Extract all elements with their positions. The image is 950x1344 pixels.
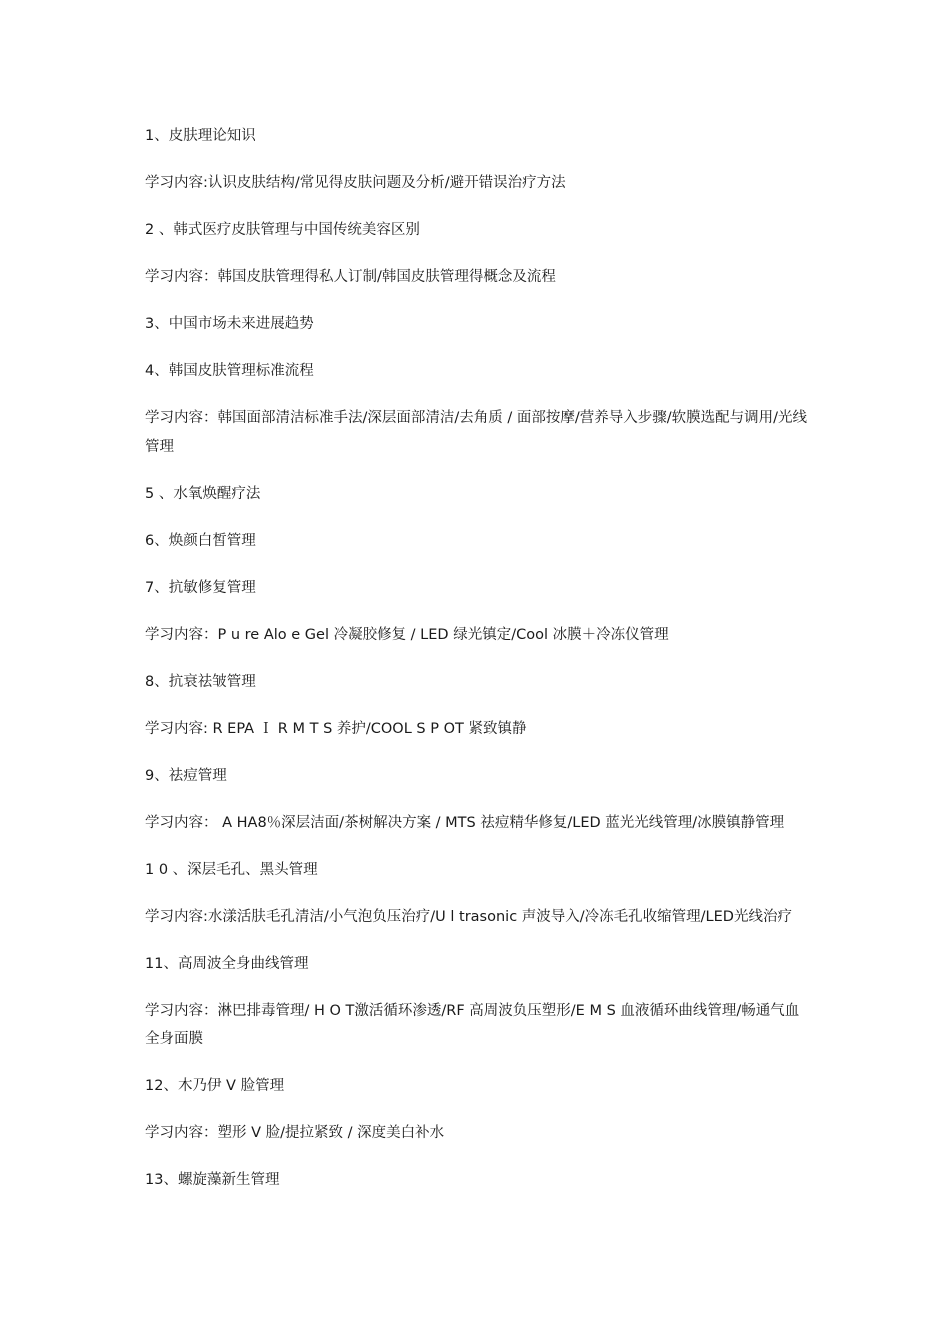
heading-spirulina: 13、螺旋藻新生管理: [145, 1172, 280, 1188]
heading-market-trend: 3、中国市场未来进展趋势: [145, 316, 314, 332]
heading-whitening: 6、焕颜白皙管理: [145, 532, 256, 549]
study-content-korean-vs-chinese: 学习内容：韩国皮肤管理得私人订制/韩国皮肤管理得概念及流程: [145, 269, 556, 285]
heading-anti-sensitive: 7、抗敏修复管理: [145, 579, 256, 596]
document-body: [145, 122, 810, 1213]
heading-body-contour: 11、高周波全身曲线管理: [145, 955, 309, 972]
heading-v-face: 12、木乃伊 V 脸管理: [145, 1078, 285, 1094]
heading-pores: 1 0 、深层毛孔、黑头管理: [145, 861, 318, 878]
study-content-v-face: 学习内容：塑形 V 脸/提拉紧致 / 深度美白补水: [145, 1125, 445, 1141]
study-content-body-contour: 学习内容：淋巴排毒管理/ H O T激活循环渗透/RF 高周波负压塑形/E M S 血液循环曲线管理/畅通气血全身面膜: [145, 1002, 800, 1047]
study-content-anti-aging: 学习内容: R EPA Ｉ R M T S 养护/COOL S P OT 紧致镇静: [145, 720, 527, 737]
study-content-skin-theory: 学习内容:认识皮肤结构/常见得皮肤问题及分析/避开错误治疗方法: [145, 175, 566, 191]
heading-acne: 9、祛痘管理: [145, 767, 227, 784]
study-content-standard-process: 学习内容：韩国面部清洁标准手法/深层面部清洁/去角质 / 面部按摩/营养导入步骤/软膜选配与调用/光线管理: [145, 410, 808, 455]
study-content-acne: 学习内容： A HA8％深层洁面/茶树解决方案 / MTS 祛痘精华修复/LED 蓝光光线管理/冰膜镇静管理: [145, 814, 785, 831]
study-content-pores: 学习内容:水漾活肤毛孔清洁/小气泡负压治疗/U l trasonic 声波导入/冷冻毛孔收缩管理/LED光线治疗: [145, 908, 792, 925]
heading-skin-theory: 1、皮肤理论知识: [145, 128, 256, 144]
heading-standard-process: 4、韩国皮肤管理标准流程: [145, 363, 314, 379]
heading-hydro-oxygen: 5 、水氧焕醒疗法: [145, 485, 261, 502]
heading-anti-aging: 8、抗衰祛皱管理: [145, 673, 256, 690]
heading-korean-vs-chinese: 2 、韩式医疗皮肤管理与中国传统美容区别: [145, 222, 420, 238]
study-content-anti-sensitive: 学习内容：P u re Alo e Gel 冷凝胶修复 / LED 绿光镇定/Cool 冰膜＋冷冻仪管理: [145, 626, 669, 643]
